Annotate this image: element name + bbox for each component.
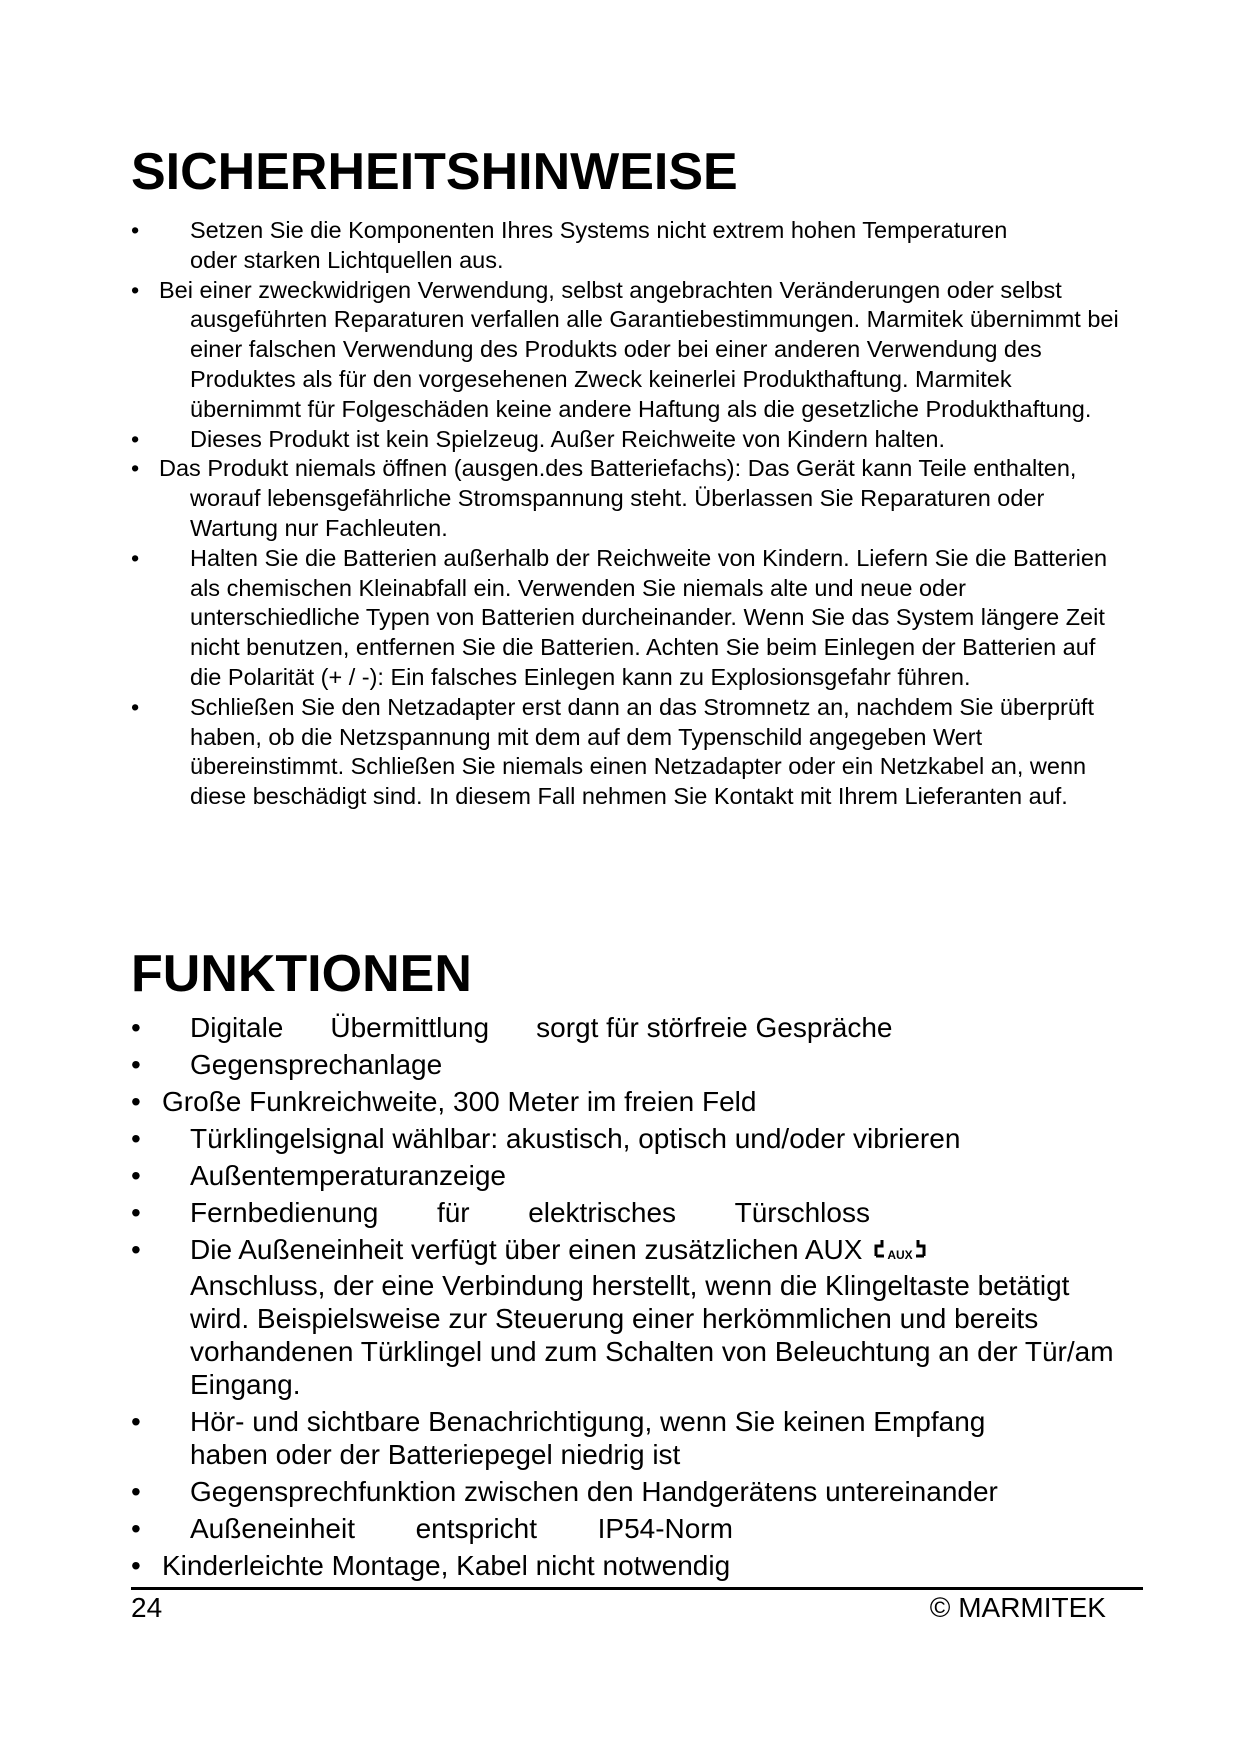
bullet-icon: •	[131, 1550, 141, 1582]
word: Fernbedienung	[190, 1197, 379, 1228]
aux-rest: Anschluss, der eine Verbindung herstellt, wenn die Klingeltaste betätigt wird. Beispielsweise zur Steuerung einer herkömmlichen und bereits vorhandenen Türklingel und zum Schalten von Beleuchtung an der Tür/am Eingang.	[190, 1270, 1114, 1401]
bullet-icon: •	[131, 217, 140, 243]
word: Außeneinheit	[190, 1513, 356, 1545]
safety-item-text: Dieses Produkt ist kein Spielzeug. Außer Reichweite von Kindern halten.	[190, 425, 946, 452]
function-item-text: Große Funkreichweite, 300 Meter im freien Feld	[162, 1086, 757, 1117]
function-item-text: Hör- und sichtbare Benachrichtigung, wenn Sie keinen Empfang haben oder der Batteriepegel niedrig ist	[190, 1406, 986, 1471]
bullet-icon: •	[131, 1123, 141, 1154]
bullet-icon: •	[131, 1406, 141, 1438]
aux-line: Die Außeneinheit verfügt über einen zusätzlichen AUX	[190, 1234, 863, 1265]
bullet-icon: •	[131, 544, 140, 571]
bullet-icon: •	[131, 1513, 141, 1545]
bullet-icon: •	[131, 1012, 141, 1043]
word: IP54-Norm	[597, 1513, 733, 1545]
safety-item-text: Bei einer zweckwidrigen Verwendung, selbst angebrachten Veränderungen oder selbst ausgeführten Reparaturen verfallen alle Garantiebestimmungen. Marmitek übernimmt bei einer falschen Verwendung des Produkts oder bei einer anderen Verwendung des Produktes als für den vorgesehenen Zweck keinerlei Produkthaftung. Marmitek übernimmt für Folgeschäden keine andere Haftung als die gesetzliche Produkthaftung.	[159, 276, 1119, 422]
safety-heading: SICHERHEITSHINWEISE	[131, 143, 738, 201]
bullet-icon: •	[131, 1476, 141, 1508]
word: Digitale	[190, 1012, 284, 1043]
list-item	[131, 454, 1121, 543]
page-number: 24	[131, 1592, 163, 1623]
function-item-text: Außentemperaturanzeige	[190, 1160, 506, 1191]
function-item-text: Gegensprechfunktion zwischen den Handgerätens untereinander	[190, 1476, 998, 1508]
bullet-icon: •	[131, 1086, 141, 1117]
list-item	[131, 1085, 1121, 1118]
function-item-text: Gegensprechanlage	[190, 1049, 443, 1080]
list-item	[131, 1122, 1121, 1155]
functions-list	[131, 1011, 1121, 1586]
list-item	[131, 1512, 1121, 1545]
bullet-icon: •	[131, 1234, 141, 1265]
list-item	[131, 1475, 1121, 1508]
word: Türschloss	[734, 1197, 870, 1228]
list-item	[131, 1549, 1121, 1582]
safety-item-text: Halten Sie die Batterien außerhalb der Reichweite von Kindern. Liefern Sie die Batterien als chemischen Kleinabfall ein. Verwenden Sie niemals alte und neue oder unterschiedliche Typen von Batterien durcheinander. Wenn Sie das System längere Zeit nicht benutzen, entfernen Sie die Batterien. Achten Sie beim Einlegen der Batterien auf die Polarität (+ / -): Ein falsches Einlegen kann zu Explosionsgefahr führen.	[190, 544, 1108, 690]
function-item-text	[190, 1011, 1121, 1044]
list-item	[131, 276, 1121, 425]
list-item	[131, 216, 1121, 276]
safety-item-text: Das Produkt niemals öffnen (ausgen.des Batteriefachs): Das Gerät kann Teile enthalten, worauf lebensgefährliche Stromspannung steht. Überlassen Sie Reparaturen oder Wartung nur Fachleuten.	[159, 455, 1077, 541]
function-item-text	[190, 1512, 733, 1545]
function-item-text: Kinderleichte Montage, Kabel nicht notwendig	[162, 1550, 731, 1582]
function-item-text: Türklingelsignal wählbar: akustisch, optisch und/oder vibrieren	[190, 1123, 961, 1154]
list-item	[131, 1196, 1121, 1229]
list-item	[131, 1405, 1121, 1471]
list-item	[131, 1233, 1121, 1401]
word: Übermittlung	[330, 1012, 490, 1043]
word: für	[436, 1197, 470, 1228]
list-item	[131, 1011, 1121, 1044]
word: elektrisches	[528, 1197, 677, 1228]
list-item	[131, 1048, 1121, 1081]
aux-connector-icon	[872, 1234, 928, 1269]
bullet-icon: •	[131, 455, 140, 482]
footer-divider	[131, 1587, 1143, 1590]
list-item	[131, 425, 1121, 455]
safety-item-text: Schließen Sie den Netzadapter erst dann an das Stromnetz an, nachdem Sie überprüft haben, ob die Netzspannung mit dem auf dem Typenschild angegeben Wert übereinstimmt. Schließen Sie niemals einen Netzadapter oder ein Netzkabel an, wenn diese beschädigt sind. In diesem Fall nehmen Sie Kontakt mit Ihrem Lieferanten auf.	[190, 693, 1094, 810]
word: entspricht	[415, 1513, 538, 1545]
list-item	[131, 1159, 1121, 1192]
word: sorgt für störfreie Gespräche	[536, 1012, 893, 1043]
aux-icon-label: AUX	[887, 1248, 914, 1263]
bullet-icon: •	[131, 276, 140, 303]
list-item	[131, 544, 1121, 693]
bullet-icon: •	[131, 1049, 141, 1080]
function-item-text	[190, 1196, 870, 1229]
bullet-icon: •	[131, 1160, 141, 1191]
function-item-text	[190, 1233, 1120, 1401]
copyright-notice: © MARMITEK	[929, 1592, 1106, 1623]
bullet-icon: •	[131, 693, 140, 720]
safety-item-text: Setzen Sie die Komponenten Ihres Systems nicht extrem hohen Temperaturen oder starken Lichtquellen aus.	[190, 217, 1008, 273]
list-item	[131, 693, 1121, 812]
functions-heading: FUNKTIONEN	[131, 945, 472, 1003]
bullet-icon: •	[131, 1197, 141, 1228]
safety-list	[131, 216, 1121, 812]
bullet-icon: •	[131, 425, 140, 452]
